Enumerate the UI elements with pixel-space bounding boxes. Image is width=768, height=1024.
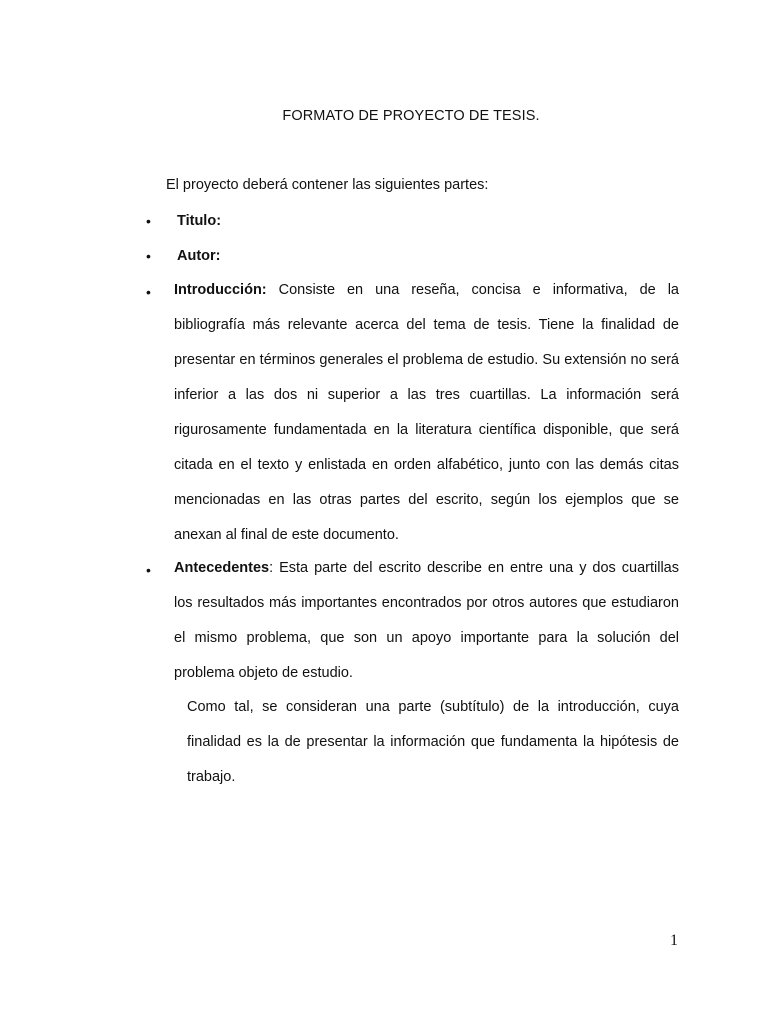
item-label-autor: Autor: xyxy=(177,248,221,264)
antecedentes-sub-paragraph: Como tal, se consideran una parte (subtítulo) de la introducción, cuya finalidad es la de presentar la información que fundamenta la hipótesis de trabajo. xyxy=(187,699,679,785)
bullet-autor: • xyxy=(146,248,151,264)
bullet-antecedentes: • xyxy=(146,562,151,578)
item-label-introduccion: Introducción: xyxy=(174,282,267,298)
paragraph-introduccion xyxy=(174,273,679,553)
item-label-antecedentes: Antecedentes xyxy=(174,560,270,576)
bullet-introduccion: • xyxy=(146,284,151,300)
antecedentes-text: : Esta parte del escrito describe en entre una y dos cuartillas los resultados más importantes encontrados por otros autores que estudiaron el mismo problema, que son un apoyo importante para la solución del problema objeto de estudio. xyxy=(174,560,679,681)
paragraph-antecedentes xyxy=(174,551,679,691)
intro-sentence: El proyecto deberá contener las siguientes partes: xyxy=(166,177,489,193)
item-label-titulo: Titulo: xyxy=(177,213,222,229)
introduccion-text: Consiste en una reseña, concisa e informativa, de la bibliografía más relevante acerca del tema de tesis. Tiene la finalidad de presentar en términos generales el problema de estudio. Su extensión no será inferior a las dos ni superior a las tres cuartillas. La información será rigurosamente fundamentada en la literatura científica disponible, que será citada en el texto y enlistada en orden alfabético, junto con las demás citas mencionadas en las otras partes del escrito, según los ejemplos que se anexan al final de este documento. xyxy=(174,282,679,543)
bullet-titulo: • xyxy=(146,213,151,229)
document-title: FORMATO DE PROYECTO DE TESIS. xyxy=(282,108,540,124)
page-number: 1 xyxy=(670,932,678,949)
